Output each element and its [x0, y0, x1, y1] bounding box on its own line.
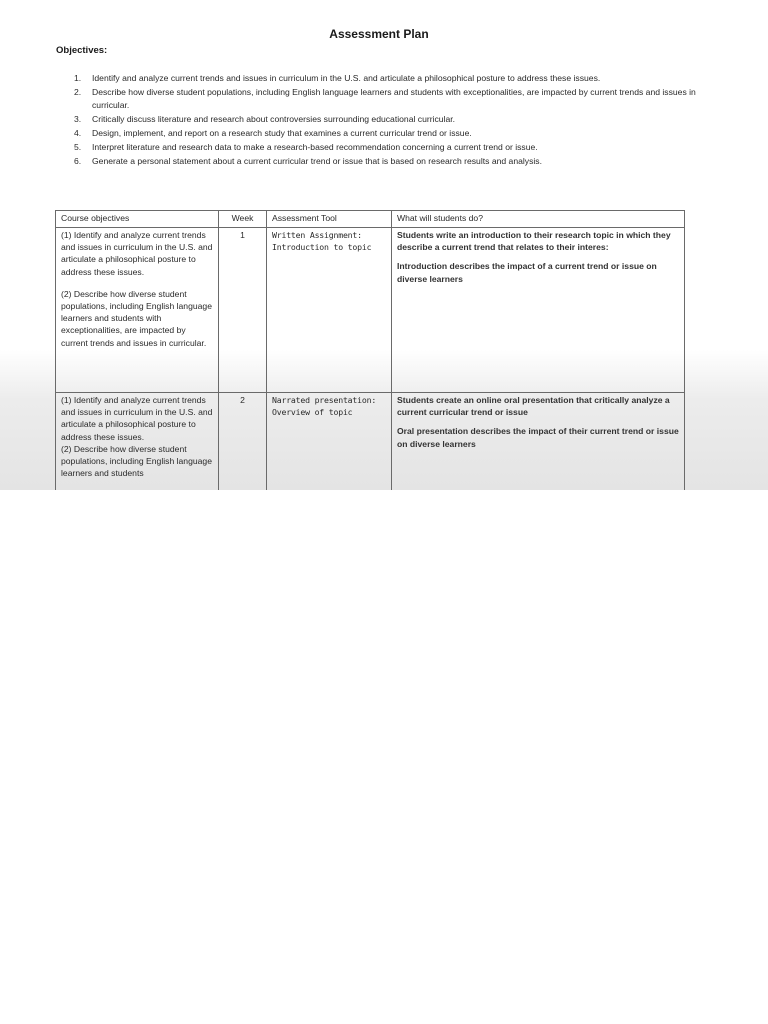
table-header-row	[56, 211, 685, 228]
list-item-number: 6.	[74, 155, 82, 166]
objectives-cell	[56, 393, 219, 491]
list-item-text: Critically discuss literature and research about controversies surrounding educational curricular.	[92, 113, 456, 124]
list-item	[68, 72, 698, 85]
assessment-tool-cell: Written Assignment: Introduction to topic	[267, 228, 392, 393]
list-item	[68, 141, 698, 154]
list-item-number: 4.	[74, 127, 82, 138]
column-header-tool: Assessment Tool	[267, 211, 392, 228]
week-cell: 1	[219, 228, 267, 393]
list-item-text: Interpret literature and research data to make a research-based recommendation concerning a current trend or issue.	[92, 141, 538, 152]
column-header-students: What will students do?	[392, 211, 685, 228]
activity-text: Oral presentation describes the impact of their current trend or issue on diverse learners	[397, 426, 679, 449]
objective-text: (2) Describe how diverse student populations, including English language learners and students	[61, 443, 212, 479]
objectives-cell	[56, 228, 219, 393]
assessment-tool-cell: Narrated presentation: Overview of topic	[267, 393, 392, 491]
list-item-number: 3.	[74, 113, 82, 124]
list-item	[68, 113, 698, 126]
list-item	[68, 86, 698, 111]
table-row	[56, 228, 685, 393]
list-item-number: 1.	[74, 73, 82, 83]
week-cell: 2	[219, 393, 267, 491]
student-activity-cell	[392, 228, 685, 393]
objectives-heading: Objectives:	[56, 45, 108, 56]
list-item-number: 2.	[74, 87, 82, 97]
objective-text: (1) Identify and analyze current trends and issues in curriculum in the U.S. and articulate a philosophical posture to address these issues.	[61, 230, 213, 277]
list-item-text: Describe how diverse student populations, including English language learners and students with exceptionalities, are impacted by current trends and issues in curricular.	[92, 87, 696, 110]
student-activity-cell	[392, 393, 685, 491]
list-item-number: 5.	[74, 141, 82, 152]
activity-text: Introduction describes the impact of a current trend or issue on diverse learners	[397, 261, 657, 284]
objectives-list	[68, 72, 698, 169]
column-header-week: Week	[219, 211, 267, 228]
activity-text: Students write an introduction to their research topic in which they describe a current trend that relates to their interes:	[397, 230, 671, 253]
list-item	[68, 127, 698, 140]
page-title: Assessment Plan	[329, 27, 429, 41]
table-row	[56, 393, 685, 491]
list-item-text: Generate a personal statement about a current curricular trend or issue that is based on research results and analysis.	[92, 155, 542, 166]
list-item-text: Design, implement, and report on a research study that examines a current curricular trend or issue.	[92, 127, 472, 138]
assessment-table	[55, 210, 685, 490]
column-header-objectives: Course objectives	[56, 211, 219, 228]
objective-text: (1) Identify and analyze current trends and issues in curriculum in the U.S. and articulate a philosophical posture to address these issues.	[61, 395, 213, 442]
document-page	[0, 0, 768, 490]
list-item	[68, 155, 698, 168]
list-item-text: Identify and analyze current trends and issues in curriculum in the U.S. and articulate a philosophical posture to address these issues.	[92, 73, 601, 83]
objective-text: (2) Describe how diverse student populations, including English language learners and students with exceptionalities, are impacted by current trends and issues in curricular.	[61, 288, 212, 348]
activity-text: Students create an online oral presentation that critically analyze a current curricular trend or issue	[397, 395, 670, 418]
